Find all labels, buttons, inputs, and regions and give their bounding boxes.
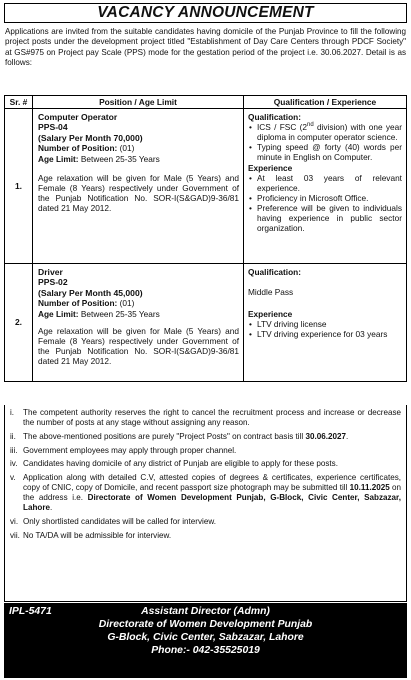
list-item: • LTV driving experience for 03 years — [248, 329, 402, 339]
number-of-positions: Number of Position: (01) — [38, 143, 135, 154]
list-item: iv. Candidates having domicile of any district of Punjab are eligible to apply for these posts. — [10, 459, 338, 469]
header-position: Position / Age Limit — [33, 96, 244, 109]
table-row — [5, 264, 407, 382]
age-relaxation: Age relaxation will be given for Male (5 Years) and Female (8 Years) respectively under Government of the Punjab Notification No. SOR-I(S&GAD)9-36/81 dated 21 May 2012. — [38, 172, 239, 213]
position-cell — [33, 264, 244, 382]
position-title: Computer Operator — [38, 112, 118, 122]
list-item: • ICS / FSC (2nd division) with one year diploma in computer operator science. — [248, 122, 402, 142]
table-row — [5, 109, 407, 264]
vacancy-table — [4, 95, 407, 382]
number-of-positions: Number of Position: (01) — [38, 298, 135, 309]
table-header-row — [5, 96, 407, 109]
list-item: • Proficiency in Microsoft Office. — [248, 193, 402, 203]
qualification-list — [248, 122, 402, 162]
row-number: 2. — [5, 264, 33, 382]
ipl-number: IPL-5471 — [9, 606, 52, 617]
pay-scale: PPS-04 — [38, 122, 68, 133]
salary: (Salary Per Month 70,000) — [38, 132, 143, 143]
list-item: vi. Only shortlisted candidates will be called for interview. — [10, 516, 216, 526]
qualification-text: Middle Pass — [248, 287, 294, 298]
list-item: • At least 03 years of relevant experience. — [248, 173, 402, 193]
contact-footer — [4, 603, 407, 678]
experience-heading: Experience — [248, 309, 293, 320]
age-relaxation: Age relaxation will be given for Male (5 Years) and Female (8 Years) respectively under Government of the Punjab Notification No. SOR-I(S&GAD)9-36/81 dated 21 May 2012. — [38, 325, 239, 366]
position-title: Driver — [38, 267, 63, 277]
position-cell — [33, 109, 244, 264]
header-qualification: Qualification / Experience — [244, 96, 407, 109]
list-item: • LTV driving license — [248, 319, 402, 329]
terms-and-conditions — [4, 405, 407, 602]
designation: Assistant Director (Admn) — [141, 606, 270, 617]
header-sr: Sr. # — [5, 96, 33, 109]
qualification-heading: Qualification: — [248, 112, 302, 122]
list-item: vii. No TA/DA will be admissible for interview. — [10, 530, 172, 540]
list-item: ii. The above-mentioned positions are purely "Project Posts" on contract basis till 30.06.2027. — [10, 431, 349, 441]
experience-list — [248, 173, 402, 234]
phone-number: Phone:- 042-35525019 — [151, 645, 260, 656]
age-limit: Age Limit: Between 25-35 Years — [38, 308, 160, 319]
row-number: 1. — [5, 109, 33, 264]
list-item: i. The competent authority reserves the right to cancel the recruitment process and increase or decrease the number of posts at any stage without assigning any reason. — [10, 408, 401, 427]
pay-scale: PPS-02 — [38, 277, 68, 288]
age-limit: Age Limit: Between 25-35 Years — [38, 153, 160, 164]
list-item: • Typing speed @ forty (40) words per minute in English on Computer. — [248, 142, 402, 162]
experience-list — [248, 319, 402, 339]
list-item: v. Application along with detailed C.V, attested copies of degrees & certificates, experience certificates, copy of CNIC, copy of Domicile, and recent passport size photograph may be submitted till 10.11.2025 on the address i.e. Directorate of Women Development Punjab, G-Block, Civic Center, Sabzazar, Lahore. — [10, 473, 401, 512]
announcement-title: VACANCY ANNOUNCEMENT — [4, 3, 407, 23]
qualification-cell — [244, 264, 407, 382]
list-item: iii. Government employees may apply through proper channel. — [10, 445, 237, 455]
salary: (Salary Per Month 45,000) — [38, 287, 143, 298]
address-line: G-Block, Civic Center, Sabzazar, Lahore — [107, 632, 304, 643]
qualification-heading: Qualification: — [248, 267, 302, 277]
intro-paragraph: Applications are invited from the suitable candidates having domicile of the Punjab Province to fill the following project posts under the development project titled "Establishment of Day Care Centers through PDCF Society" at GS#975 on Project pay Scale (PPS) mode for the gestation period of the project i.e. 30.06.2027. Detail is as follows: — [5, 27, 406, 67]
contact-address — [4, 605, 407, 657]
qualification-cell — [244, 109, 407, 264]
list-item: • Preference will be given to individuals having experience in public sector organization. — [248, 203, 402, 233]
organization-name: Directorate of Women Development Punjab — [98, 619, 313, 630]
experience-heading: Experience — [248, 162, 293, 173]
